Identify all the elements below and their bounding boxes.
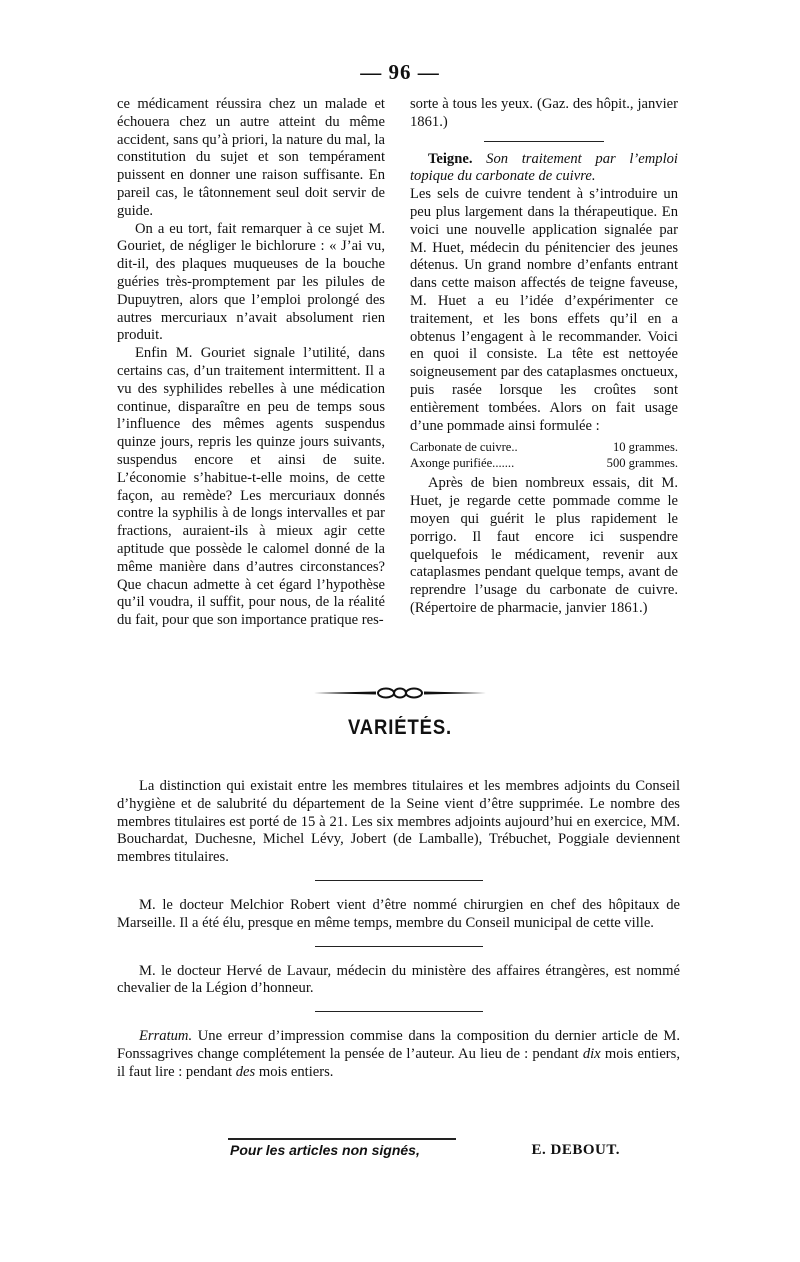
section-title: VARIÉTÉS. [347,716,453,739]
formula-ingredient: Axonge purifiée....... [410,456,515,471]
erratum-emphasis: dix [582,1045,601,1062]
left-paragraph-3: Enfin M. Gouriet signale l’utilité, dans certains cas, d’un traitement intermittent. Il a vu des syphilides rebelles à une médication continue, disparaître en peu de temps sous l’influence des mêmes agents suspendus quinze jours, repris les quinze jours suivants, suspendus encore et ainsi de suite. L’économie s’habitue-t-elle moins, de cette façon, au remède? Les mercuriaux donnés contre la syphilis à de longs intervalles et par fractions, auraient-ils à mieux agir cette aptitude que possède le calomel donné de la même manière dans d’autres circonstances? Que chacun admette à cet égard l’hypothèse qu’il voudra, il suffit, pour nous, de la réalité du fait, pour que son importance pratique res- [117,345,385,629]
formula-ingredient: Carbonate de cuivre.. [410,440,518,455]
teigne-subtitle: Son traitement par l’emploi topique du carbonate de cuivre. [410,150,678,185]
ornament-divider-icon [314,686,486,700]
erratum-text: Une erreur d’impression commise dans la composition du dernier article de M. Fonssagrives change complétement la pensée de l’auteur. Au lieu de : pendant [117,1028,680,1062]
divider [315,1011,483,1012]
page-number: — 96 — [360,60,440,84]
erratum-label: Erratum. [139,1028,193,1045]
divider [315,946,483,947]
erratum-text: mois entiers, il faut lire : pendant [117,1045,680,1080]
erratum-paragraph [117,1028,680,1081]
left-paragraph-1: ce médicament réussira chez un malade et échouera chez un autre atteint du même accident, sans qu’à priori, la nature du mal, la constitution du sujet et son tempérament puissent en donner une raison suffisante. En pareil cas, le tâtonnement seul doit servir de guide. [117,96,385,219]
footer [230,1142,620,1160]
right-paragraph-2: Les sels de cuivre tendent à s’introduire un peu plus largement dans la thérapeutique. En voici une nouvelle application signalée par M. Huet, médecin du pénitencier des jeunes détenus. Un grand nombre d’enfants entrant dans cette maison affectés de teigne faveuse, M. Huet a eu l’idée d’expérimenter ce traitement, et les bons effets qu’il en a obtenus l’engagent à le recommander. Voici en quoi il consiste. La tête est nettoyée soigneusement par des cataplasmes onctueux, puis rasée lorsque les croûtes sont entièrement tombées. Alors on fait usage d’une pommade ainsi formulée : [410,186,678,434]
teigne-heading [410,151,678,187]
formula-table [410,439,678,471]
footer-rule [228,1138,456,1140]
signature: E. DEBOUT. [531,1142,620,1158]
formula-row [410,439,678,455]
erratum-emphasis: des [235,1063,256,1080]
right-column [410,96,678,618]
erratum-text: mois entiers. [255,1063,334,1080]
varietes-paragraph-2: M. le docteur Melchior Robert vient d’être nommé chirurgien en chef des hôpitaux de Marseille. Il a été élu, presque en même temps, membre du Conseil municipal de cette ville. [117,896,680,931]
formula-quantity: 10 grammes. [612,440,678,455]
divider [484,141,604,142]
right-paragraph-3: Après de bien nombreux essais, dit M. Huet, je regarde cette pommade comme le moyen qui guérit le plus rapidement le porrigo. Il faut encore ici suspendre quelquefois le médicament, revenir aux cataplasmes pendant quelque temps, avant de reprendre l’usage du carbonate de cuivre. (Répertoire de pharmacie, janvier 1861.) [410,475,678,616]
varietes-section [117,778,680,1082]
teigne-title: Teigne. [428,150,473,167]
divider [315,880,483,881]
varietes-paragraph-3: M. le docteur Hervé de Lavaur, médecin du ministère des affaires étrangères, est nommé chevalier de la Légion d’honneur. [117,962,680,997]
formula-row [410,455,678,471]
footer-note: Pour les articles non signés, [230,1142,420,1158]
varietes-paragraph-1: La distinction qui existait entre les membres titulaires et les membres adjoints du Conseil d’hygiène et de salubrité du département de la Seine vient d’être supprimée. Le nombre des membres titulaires est porté de 15 à 21. Les six membres adjoints aujourd’hui en exercice, MM. Bouchardat, Duchesne, Michel Lévy, Jobert (de Lamballe), Trébuchet, Poggiale deviennent membres titulaires. [117,778,680,866]
right-paragraph-1: sorte à tous les yeux. (Gaz. des hôpit., janvier 1861.) [410,96,678,130]
left-column [117,96,385,630]
formula-quantity: 500 grammes. [606,456,678,471]
left-paragraph-2: On a eu tort, fait remarquer à ce sujet M. Gouriet, de négliger le bichlorure : « J’ai vu, dit-il, des plaques muqueuses de la bouche guéries très-promptement par les pilules de Dupuytren, alors que l’emploi prolongé des autres mercuriaux n’avait absolument rien produit. [117,220,385,344]
